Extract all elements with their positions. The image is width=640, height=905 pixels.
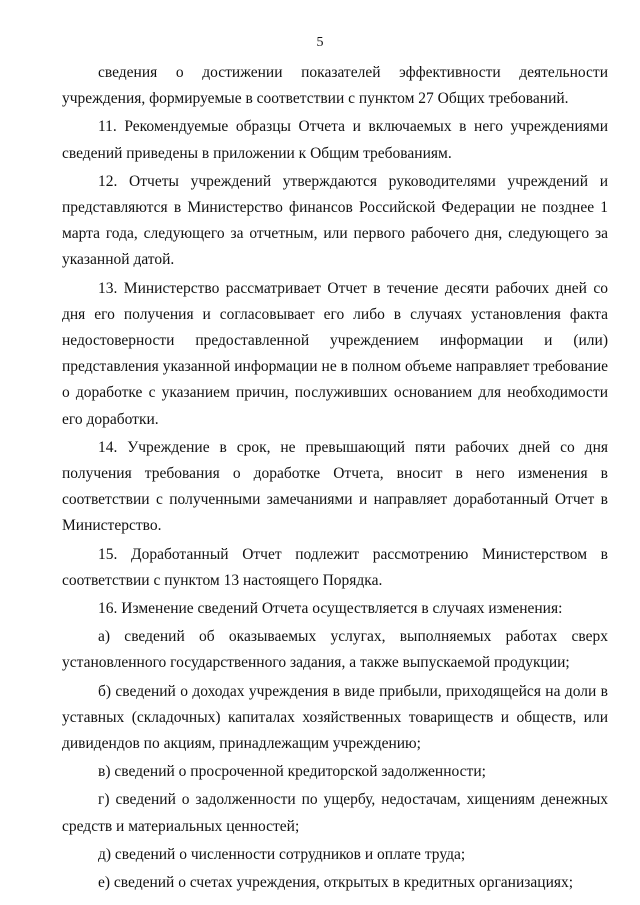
paragraph-15: 15. Доработанный Отчет подлежит рассмотрению Министерством в соответствии с пунктом 13 настоящего Порядка. — [62, 545, 608, 589]
list-item-d: д) сведений о численности сотрудников и оплате труда; — [98, 845, 466, 863]
list-item-e: е) сведений о счетах учреждения, открытых в кредитных организациях; — [98, 874, 574, 892]
paragraph-14: 14. Учреждение в срок, не превышающий пяти рабочих дней со дня получения требования о доработке Отчета, вносит в него изменения в соответствии с полученными замечаниями и направляет доработанный Отчет в Министерство. — [62, 438, 608, 535]
document-body — [62, 60, 608, 896]
page-number: 5 — [316, 35, 324, 50]
paragraph-16: 16. Изменение сведений Отчета осуществляется в случаях изменения: — [98, 600, 563, 618]
list-item-g: г) сведений о задолженности по ущербу, недостачам, хищениям денежных средств и материальных ценностей; — [62, 791, 608, 835]
list-item-b: б) сведений о доходах учреждения в виде прибыли, приходящейся на доли в уставных (складочных) капиталах хозяйственных товариществ и обществ, или дивидендов по акциям, принадлежащим учреждению; — [62, 682, 608, 753]
paragraph-13: 13. Министерство рассматривает Отчет в течение десяти рабочих дней со дня его получения и согласовывает его либо в случаях установления факта недостоверности предоставленной учреждением информации и (или) представления указанной информации не в полном объеме направляет требование о доработке с указанием причин, послуживших основанием для необходимости его доработки. — [62, 279, 608, 428]
list-item-a: а) сведений об оказываемых услугах, выполняемых работах сверх установленного государственного задания, а также выпускаемой продукции; — [62, 628, 608, 672]
paragraph-12: 12. Отчеты учреждений утверждаются руководителями учреждений и представляются в Министерство финансов Российской Федерации не позднее 1 марта года, следующего за отчетным, или первого рабочего дня, следующего за указанной датой. — [62, 172, 608, 269]
paragraph-11: 11. Рекомендуемые образцы Отчета и включаемых в него учреждениями сведений приведены в приложении к Общим требованиям. — [62, 118, 608, 162]
paragraph-10-continued: сведения о достижении показателей эффективности деятельности учреждения, формируемые в соответствии с пунктом 27 Общих требований. — [62, 64, 608, 108]
list-item-v: в) сведений о просроченной кредиторской задолженности; — [98, 763, 486, 781]
